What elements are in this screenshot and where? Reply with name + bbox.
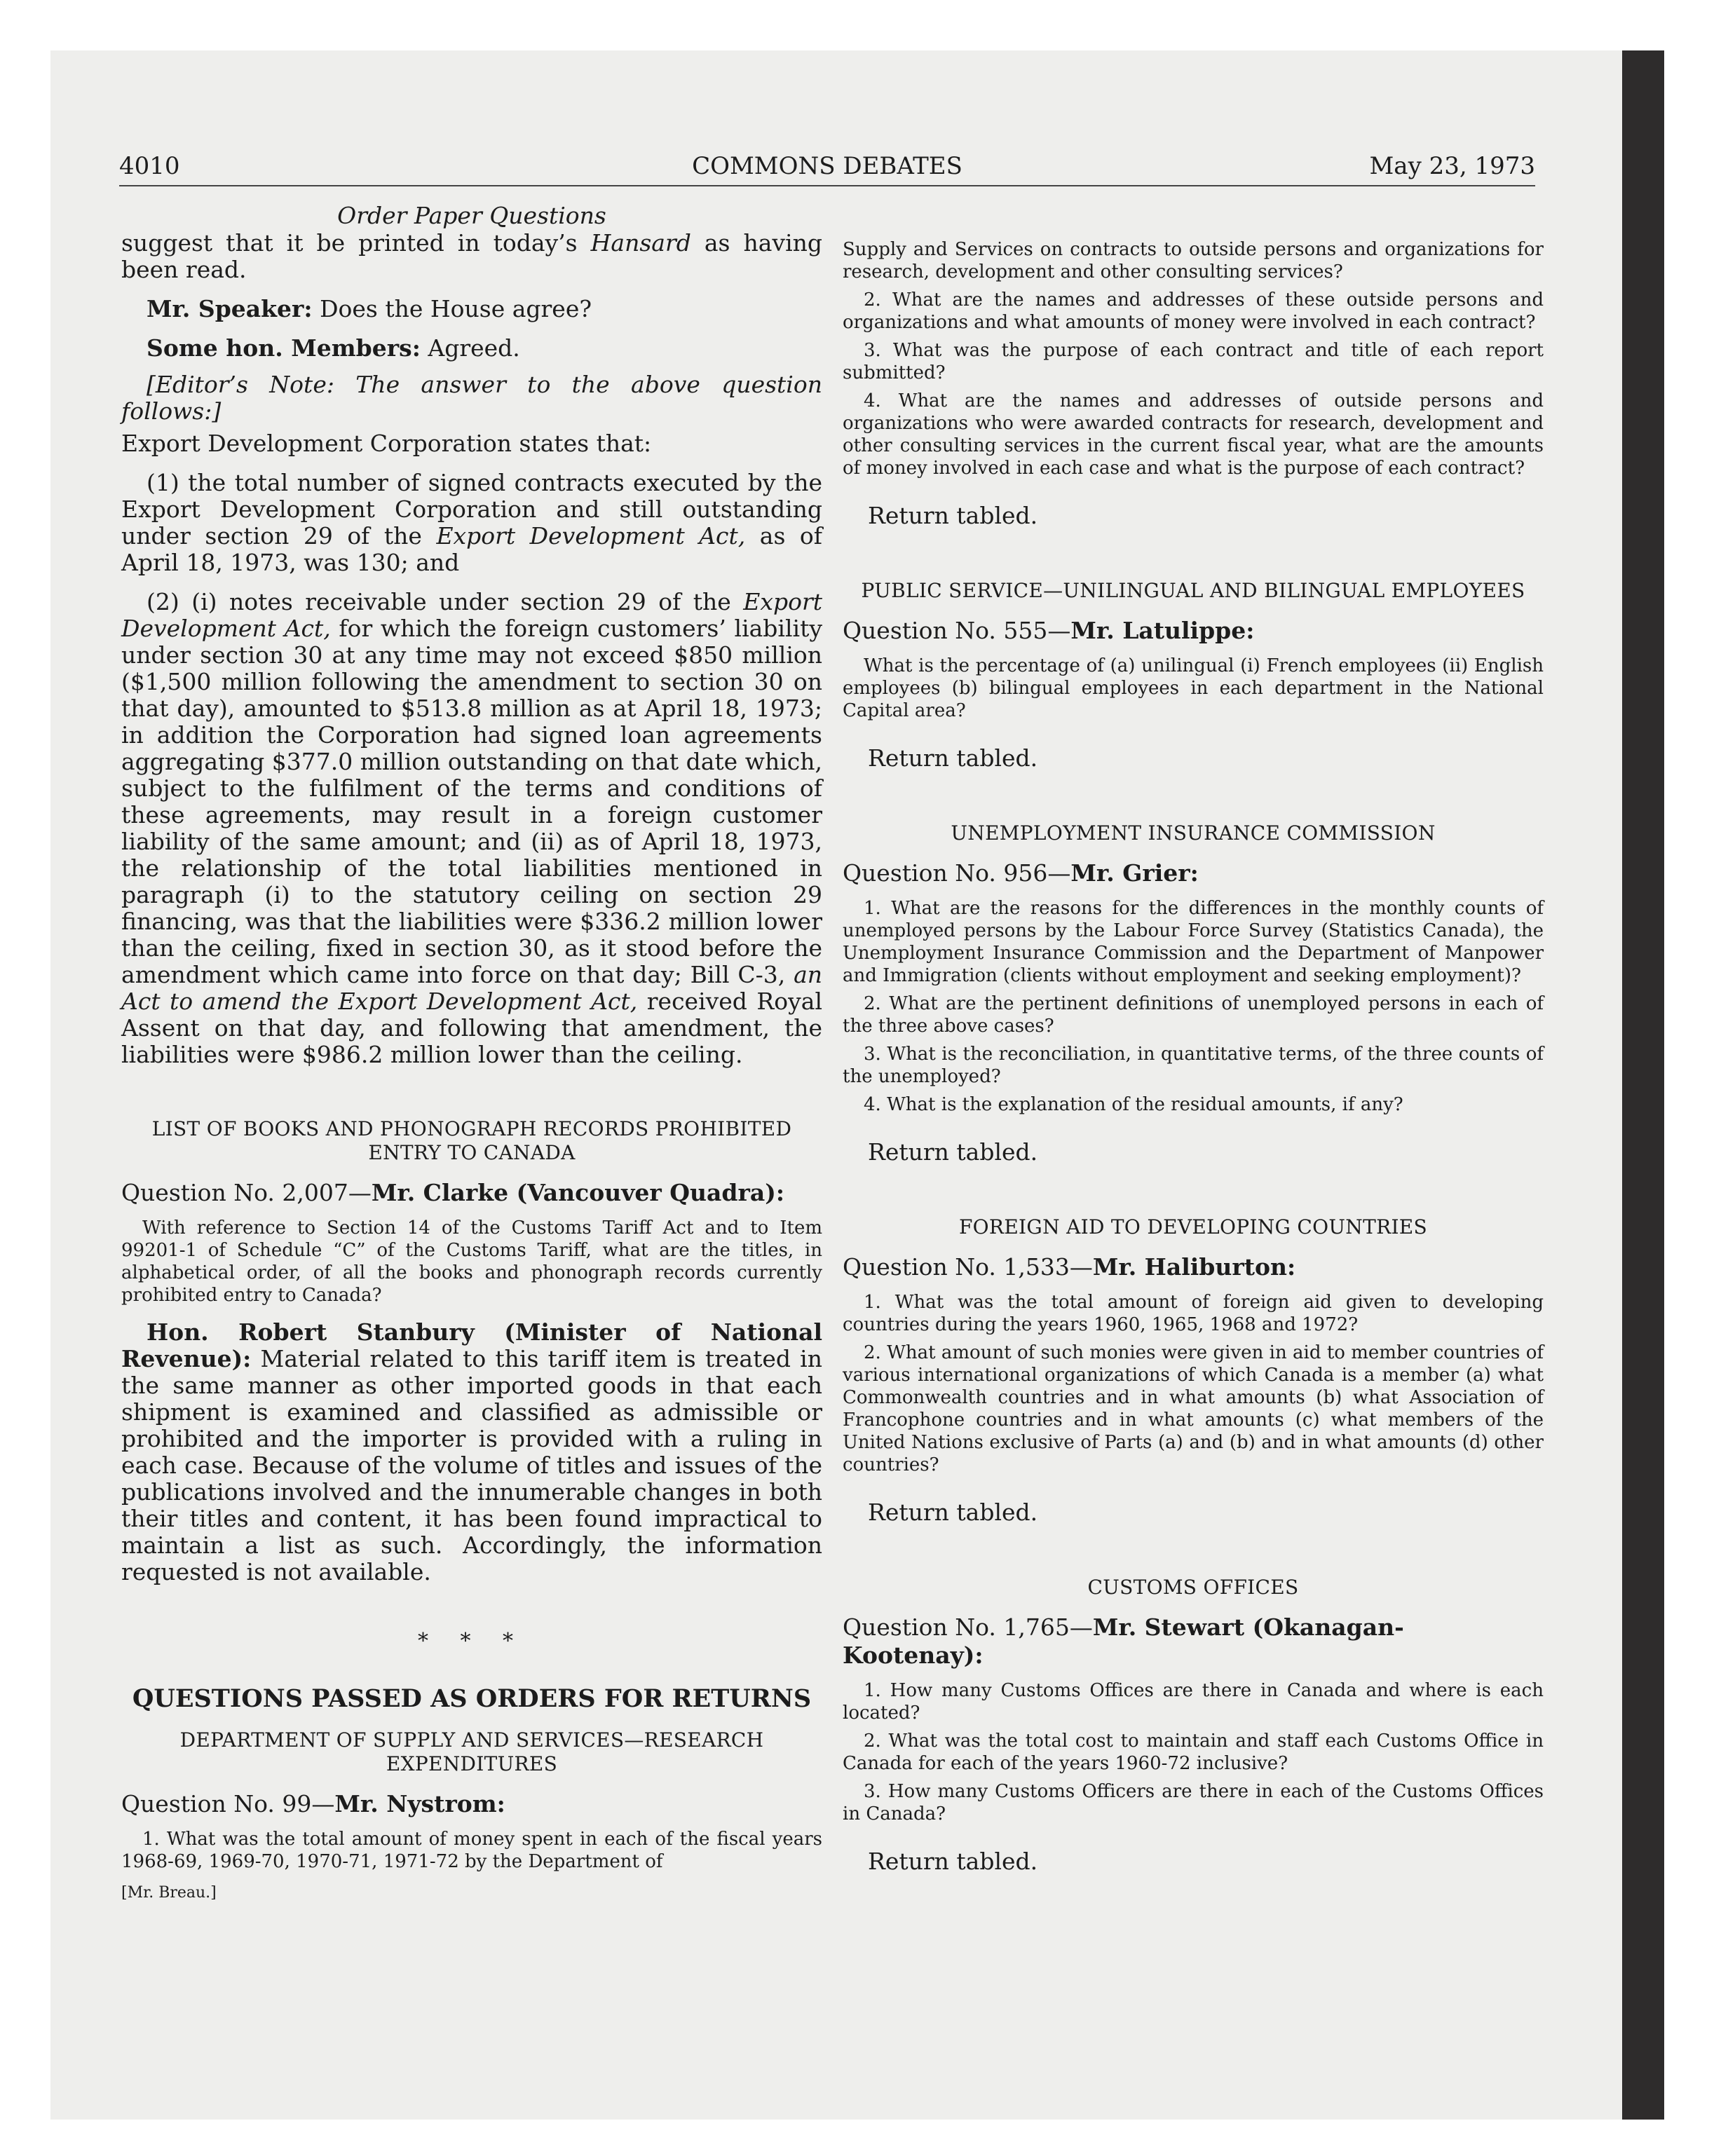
question-item: 1. What are the reasons for the differences in the monthly counts of unemployed persons by the Labour Force Survey (Statistics Canada), the Unemployment Insurance Commission and the Department of Manpower and Immigration (clients without employment and seeking employment)?	[843, 898, 1544, 986]
return-tabled: Return tabled.	[868, 1499, 1038, 1526]
section-heading: CUSTOMS OFFICES	[1087, 1576, 1299, 1599]
question-line: Question No. 2,007—Mr. Clarke (Vancouver Quadra):	[121, 1179, 785, 1206]
edc-intro: Export Development Corporation states that:	[121, 430, 652, 457]
section-heading: UNEMPLOYMENT INSURANCE COMMISSION	[951, 821, 1436, 845]
question-line: Question No. 555—Mr. Latulippe:	[843, 617, 1255, 644]
footer-note: [Mr. Breau.]	[121, 1884, 217, 1902]
major-heading: QUESTIONS PASSED AS ORDERS FOR RETURNS	[132, 1684, 812, 1713]
question-item: 2. What are the pertinent definitions of unemployed persons in each of the three above cases?	[843, 993, 1544, 1037]
question-item: 2. What amount of such monies were given in aid to member countries of various international organizations of which Canada is a member (a) what Commonwealth countries and in what amounts (b) what Association of Francophone countries and in what amounts (c) what members of the United Nations exclusive of Parts (a) and (b) and in what amounts (d) other countries?	[843, 1342, 1544, 1475]
member-name: Mr. Stewart (Okanagan-Kootenay):	[843, 1613, 1404, 1669]
running-head: Order Paper Questions	[337, 202, 606, 229]
question-item-continuation: Supply and Services on contracts to outside persons and organizations for research, development and other consulting services?	[843, 239, 1544, 282]
member-name: Mr. Clarke (Vancouver Quadra):	[371, 1179, 785, 1206]
speaker-paragraph: Some hon. Members: Agreed.	[147, 334, 520, 362]
speaker-paragraph: Mr. Speaker: Does the House agree?	[147, 295, 592, 322]
member-name: Mr. Grier:	[1070, 859, 1199, 887]
section-heading: LIST OF BOOKS AND PHONOGRAPH RECORDS PROHIBITED ENTRY TO CANADA	[151, 1117, 792, 1164]
question-item: 3. How many Customs Officers are there in each of the Customs Offices in Canada?	[843, 1781, 1544, 1824]
question-item: 1. What was the total amount of money spent in each of the fiscal years 1968-69, 1969-70, 1970-71, 1971-72 by the Department of	[121, 1829, 822, 1872]
question-line: Question No. 1,765—Mr. Stewart (Okanagan-Kootenay):	[843, 1613, 1404, 1669]
scan-edge-bar	[1622, 50, 1664, 2120]
section-heading: DEPARTMENT OF SUPPLY AND SERVICES—RESEARCH EXPENDITURES	[179, 1728, 764, 1775]
return-tabled: Return tabled.	[868, 1848, 1038, 1875]
member-name: Mr. Haliburton:	[1092, 1253, 1296, 1281]
answer-item-1: (1) the total number of signed contracts executed by the Export Development Corporation and still outstanding under section 29 of the Export Development Act, as of April 18, 1973, was 130; and	[121, 469, 822, 576]
question-item: 2. What was the total cost to maintain and staff each Customs Office in Canada for each of the years 1960-72 inclusive?	[843, 1731, 1544, 1774]
speaker-name: Mr. Speaker:	[147, 295, 313, 322]
question-item: 2. What are the names and addresses of these outside persons and organizations and what amounts of money were involved in each contract?	[843, 289, 1544, 333]
left-column	[121, 202, 822, 1904]
question-text: With reference to Section 14 of the Customs Tariff Act and to Item 99201-1 of Schedule “C” of the Customs Tariff, what are the titles, in alphabetical order, of all the books and phonograph records currently prohibited entry to Canada?	[121, 1217, 822, 1306]
speaker-name: Hon. Robert Stanbury (Minister of National Revenue):	[121, 1318, 822, 1372]
member-name: Mr. Nystrom:	[334, 1790, 505, 1817]
page-header	[119, 149, 1535, 184]
return-tabled: Return tabled.	[868, 502, 1038, 529]
return-tabled: Return tabled.	[868, 1138, 1038, 1166]
speaker-name: Some hon. Members:	[147, 334, 421, 362]
answer-paragraph: Hon. Robert Stanbury (Minister of National Revenue): Material related to this tariff item is treated in the same manner as other imported goods in that each shipment is examined and classified as admissible or prohibited and the importer is provided with a ruling in each case. Because of the volume of titles and issues of the publications involved and the innumerable changes in both their titles and content, it has been found impractical to maintain a list as such. Accordingly, the information requested is not available.	[121, 1318, 822, 1585]
question-item: 1. How many Customs Offices are there in Canada and where is each located?	[843, 1680, 1544, 1724]
question-item: 3. What is the reconciliation, in quantitative terms, of the three counts of the unemployed?	[843, 1044, 1544, 1087]
question-line: Question No. 1,533—Mr. Haliburton:	[843, 1253, 1296, 1281]
paragraph-continuation: suggest that it be printed in today’s Hansard as having been read.	[121, 229, 823, 283]
right-column	[843, 238, 1544, 1876]
question-text: What is the percentage of (a) unilingual (i) French employees (ii) English employees (b) bilingual employees in each department in the National Capital area?	[843, 655, 1544, 721]
answer-item-2: (2) (i) notes receivable under section 29 of the Export Development Act, for which the foreign customers’ liability under section 30 at any time may not exceed $850 million ($1,500 million following the amendment to section 30 on that day), amounted to $513.8 million as at April 18, 1973; in addition the Corporation had signed loan agreements aggregating $377.0 million outstanding on that date which, subject to the fulfilment of the terms and conditions of these agreements, may result in a foreign customer liability of the same amount; and (ii) as of April 18, 1973, the relationship of the total liabilities mentioned in paragraph (i) to the statutory ceiling on section 29 financing, was that the liabilities were $336.2 million lower than the ceiling, fixed in section 30, as it stood before the amendment which came into force on that day; Bill C-3, an Act to amend the Export Development Act, received Royal Assent on that day, and following that amendment, the liabilities were $986.2 million lower than the ceiling.	[121, 588, 822, 1068]
question-item: 4. What is the explanation of the residual amounts, if any?	[864, 1094, 1403, 1115]
publication-title: COMMONS DEBATES	[692, 152, 962, 180]
question-item: 3. What was the purpose of each contract and title of each report submitted?	[843, 340, 1544, 383]
section-separator: * * *	[417, 1629, 526, 1653]
question-line: Question No. 956—Mr. Grier:	[843, 859, 1199, 887]
section-heading: FOREIGN AID TO DEVELOPING COUNTRIES	[958, 1215, 1428, 1239]
question-line: Question No. 99—Mr. Nystrom:	[121, 1790, 505, 1817]
member-name: Mr. Latulippe:	[1070, 617, 1255, 644]
question-item: 1. What was the total amount of foreign aid given to developing countries during the years 1960, 1965, 1968 and 1972?	[843, 1292, 1544, 1335]
question-item: 4. What are the names and addresses of outside persons and organizations who were awarded contracts for research, development and other consulting services in the current fiscal year, what are the amounts of money involved in each case and what is the purpose of each contract?	[843, 390, 1544, 479]
editor-note: [Editor’s Note: The answer to the above question follows:]	[121, 371, 822, 425]
page-number: 4010	[119, 152, 180, 180]
section-heading: PUBLIC SERVICE—UNILINGUAL AND BILINGUAL EMPLOYEES	[861, 579, 1525, 602]
issue-date: May 23, 1973	[1369, 152, 1535, 180]
return-tabled: Return tabled.	[868, 744, 1038, 772]
header-rule	[119, 185, 1535, 186]
